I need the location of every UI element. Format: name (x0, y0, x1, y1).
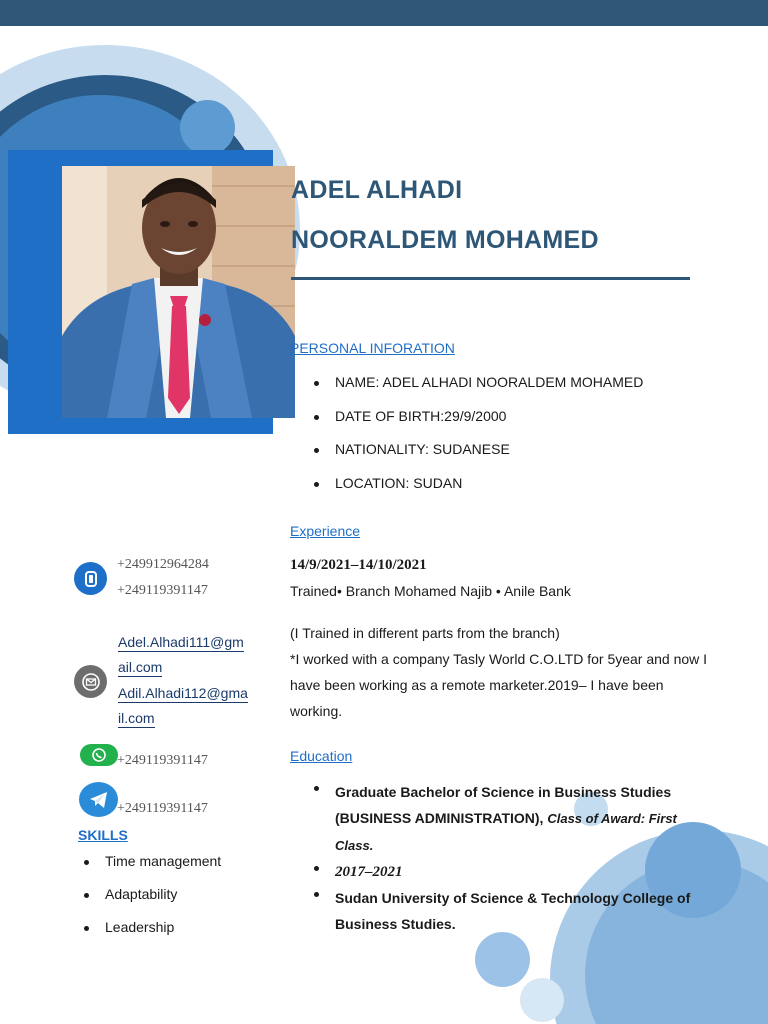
email-link[interactable]: Adel.Alhadi111@gm (118, 634, 244, 650)
list-item: DATE OF BIRTH:29/9/2000 (335, 408, 643, 442)
telegram-icon (79, 782, 118, 817)
decorative-circle (475, 932, 530, 987)
skill-item: Time management (105, 853, 221, 886)
name-line-2: NOORALDEM MOHAMED (291, 226, 599, 254)
experience-description (290, 620, 710, 724)
phone-number-1[interactable]: +249912964284 (117, 557, 209, 572)
email-link[interactable]: ail.com (118, 659, 163, 675)
list-item: NAME: ADEL ALHADI NOORALDEM MOHAMED (335, 374, 643, 408)
education-heading: Education (290, 748, 353, 764)
experience-date: 14/9/2021–14/10/2021 (290, 557, 427, 573)
whatsapp-number[interactable]: +249119391147 (117, 753, 208, 768)
phone-icon (74, 562, 107, 595)
whatsapp-icon (80, 744, 118, 766)
degree-text: Graduate Bachelor of Science in Business Studies (BUSINESS ADMINISTRATION), (335, 784, 672, 826)
experience-role: Trained• Branch Mohamed Najib • Anile Bank (290, 583, 571, 599)
skills-list (105, 853, 221, 952)
list-item: LOCATION: SUDAN (335, 475, 643, 509)
mail-icon (74, 665, 107, 698)
education-years: 2017–2021 (335, 859, 705, 885)
experience-line-2: *I worked with a company Tasly World C.O.LTD for 5year and now I have been working as a remote marketer.2019– I have been working. (290, 651, 708, 719)
personal-info-list (335, 374, 643, 508)
award-text: Class of Award: First Class. (335, 811, 677, 853)
top-bar (0, 0, 768, 26)
personal-info-heading: PERSONAL INFORATION (290, 340, 455, 356)
name-line-1: ADEL ALHADI (291, 176, 463, 204)
telegram-number[interactable]: +249119391147 (117, 801, 208, 816)
email-link[interactable]: il.com (118, 710, 155, 726)
profile-photo (62, 166, 295, 418)
email-link[interactable]: Adil.Alhadi112@gma (118, 685, 248, 701)
skills-heading: SKILLS (78, 827, 128, 843)
education-university: Sudan University of Science & Technology College of Business Studies. (335, 885, 705, 937)
experience-heading: Experience (290, 523, 361, 539)
experience-line-1: (I Trained in different parts from the branch) (290, 625, 560, 641)
phone-number-2[interactable]: +249119391147 (117, 583, 208, 598)
decorative-circle (180, 100, 235, 155)
name-underline (291, 277, 690, 280)
skill-item: Leadership (105, 919, 221, 952)
list-item: NATIONALITY: SUDANESE (335, 441, 643, 475)
skill-item: Adaptability (105, 886, 221, 919)
education-list (335, 779, 705, 937)
decorative-circle (520, 978, 564, 1022)
education-degree (335, 779, 705, 859)
